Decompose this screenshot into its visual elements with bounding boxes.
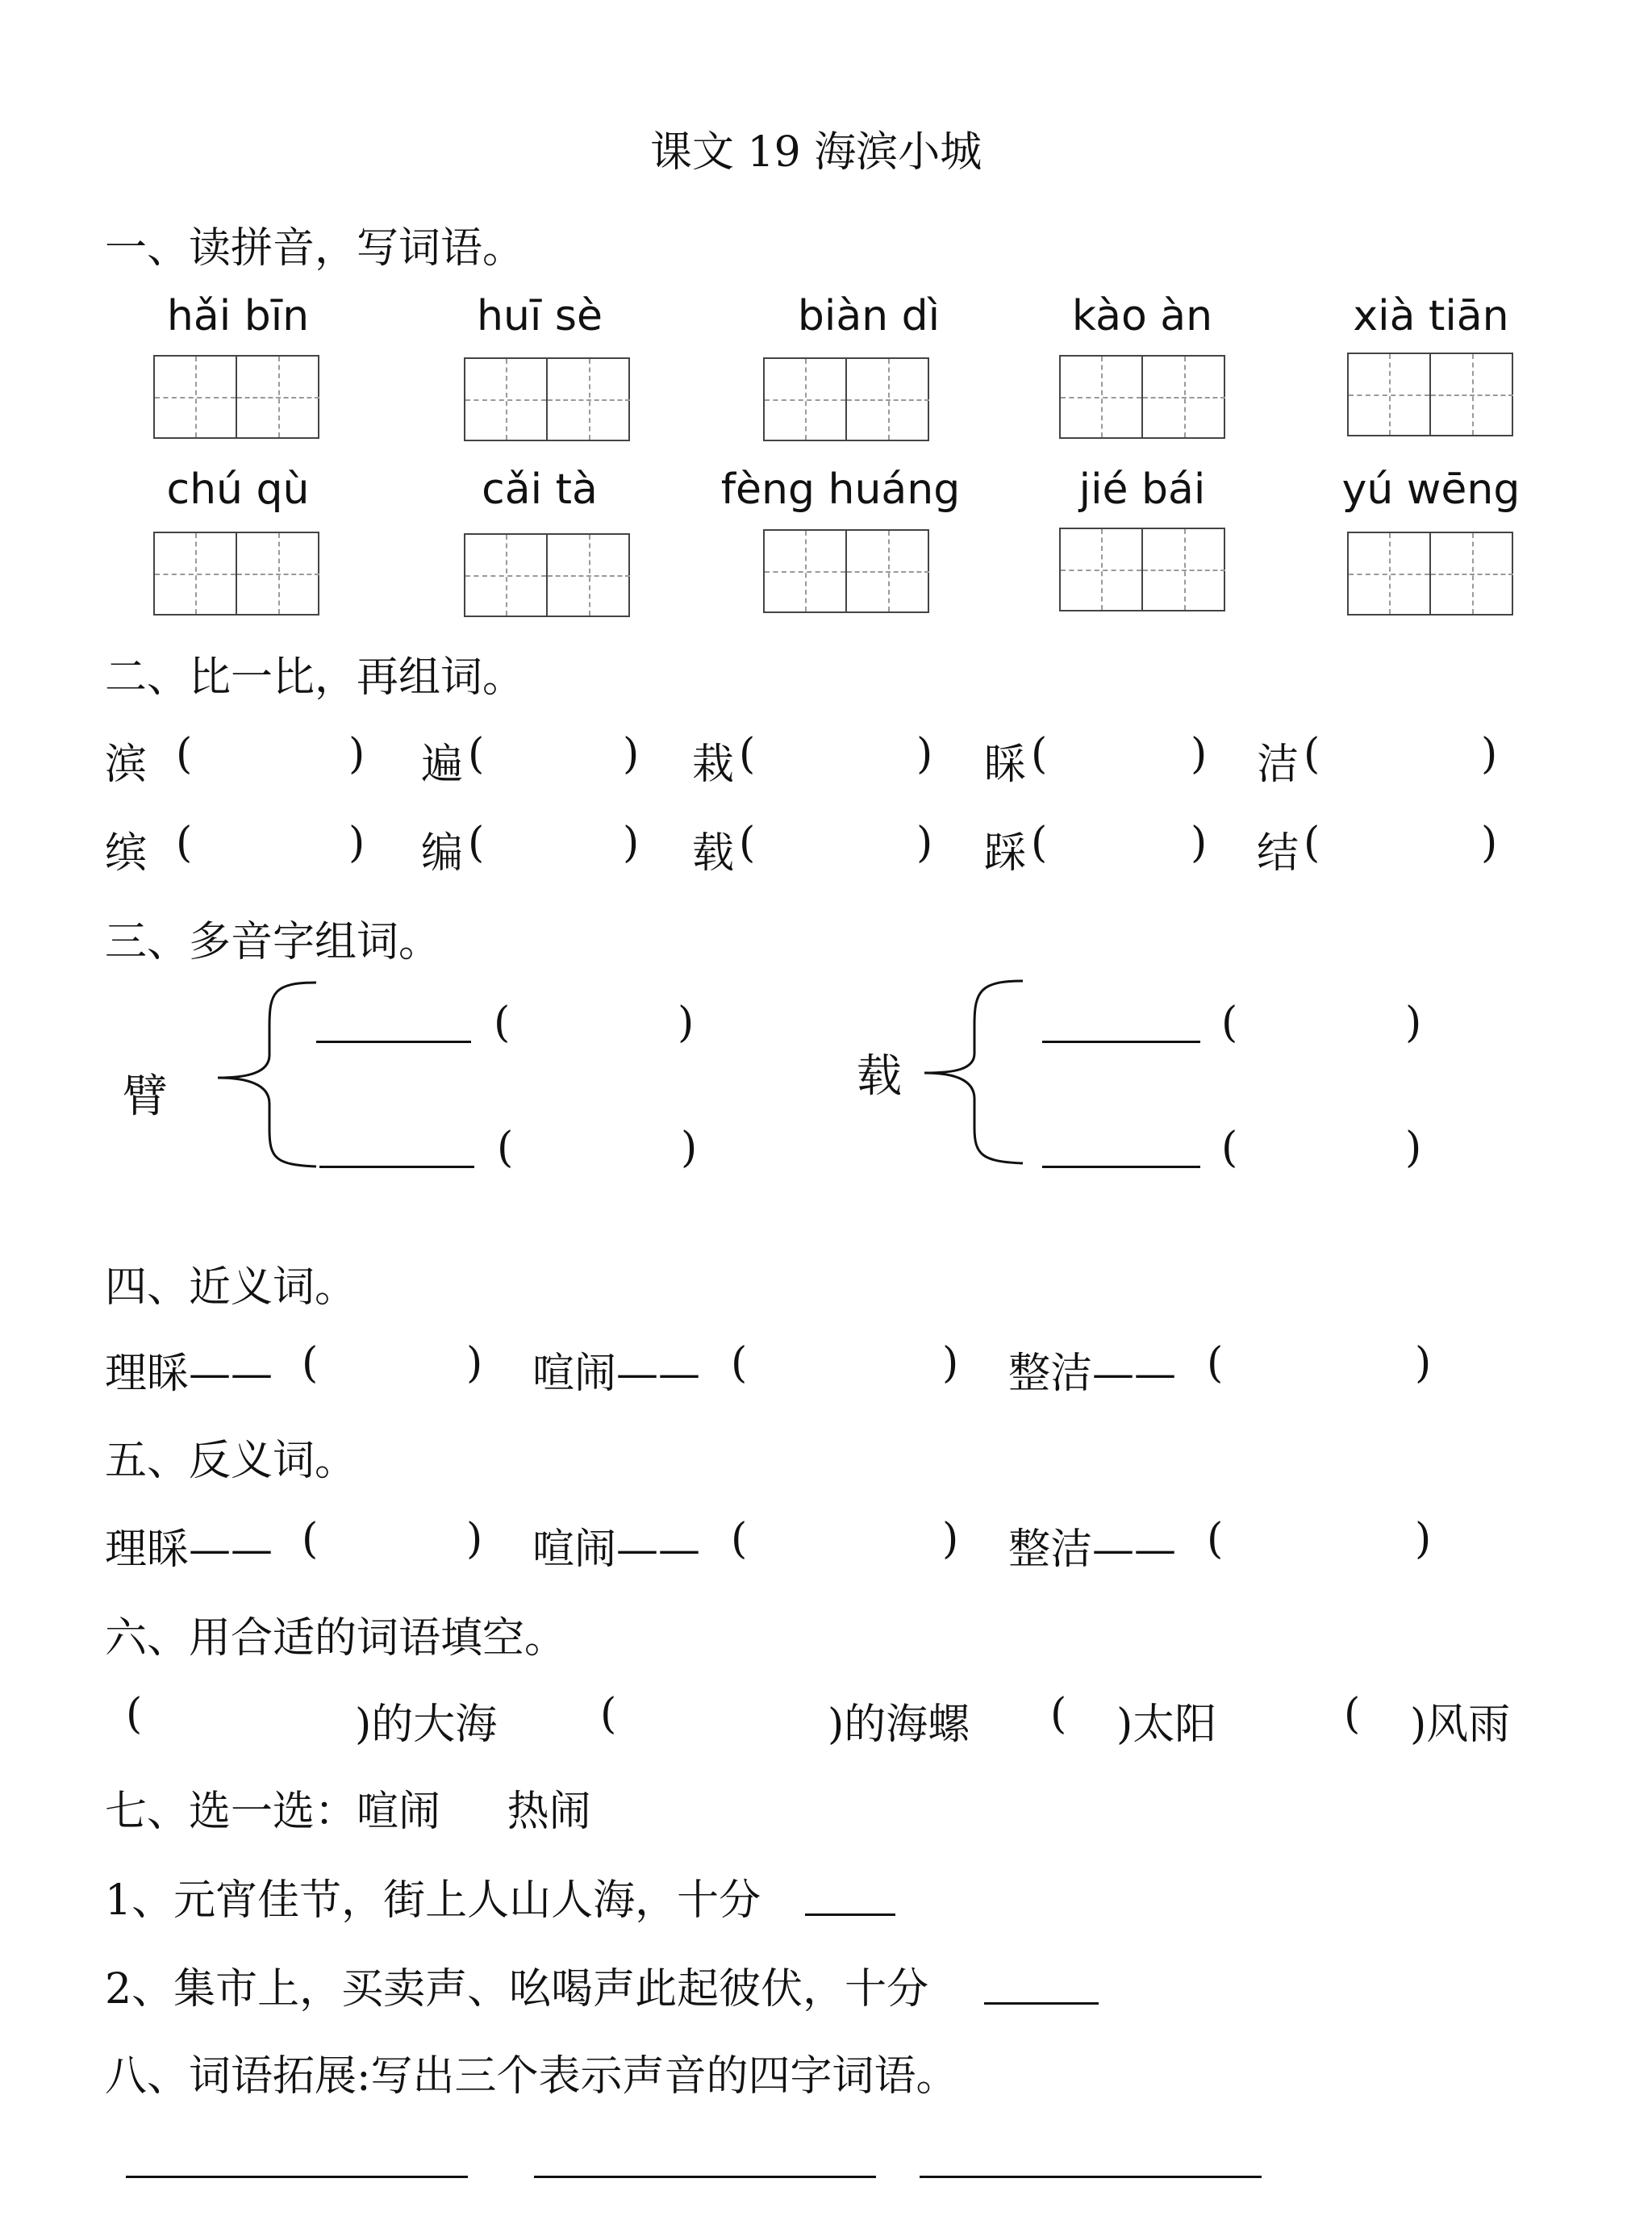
paren-open: ( bbox=[468, 730, 485, 778]
answer-line[interactable] bbox=[126, 2176, 468, 2178]
page-title: 课文 19 海滨小城 bbox=[650, 128, 982, 177]
paren-open: ( bbox=[1050, 1690, 1067, 1738]
paren-open: ( bbox=[1304, 730, 1320, 778]
paren-close: ) bbox=[623, 730, 640, 778]
blank-line[interactable] bbox=[319, 1166, 474, 1168]
paren-close: ) bbox=[466, 1515, 483, 1563]
paren-close: ) bbox=[942, 1515, 959, 1563]
fill-item: )风雨 bbox=[1410, 1701, 1511, 1749]
section-8-heading: 八、词语拓展:写出三个表示声音的四字词语。 bbox=[105, 2052, 958, 2101]
antonym-item: 喧闹—— bbox=[532, 1525, 701, 1574]
writing-box[interactable] bbox=[1059, 355, 1225, 439]
char: 遍 bbox=[421, 741, 464, 789]
pinyin-5: xià tiān bbox=[1353, 292, 1509, 340]
pinyin-1: hǎi bīn bbox=[166, 292, 310, 340]
paren-open: ( bbox=[1221, 999, 1238, 1047]
paren-close: ) bbox=[1191, 819, 1208, 867]
paren-open: ( bbox=[302, 1515, 319, 1563]
paren-open: ( bbox=[600, 1690, 617, 1738]
pinyin-8: fèng huáng bbox=[720, 465, 961, 514]
paren-open: ( bbox=[1031, 730, 1048, 778]
writing-box[interactable] bbox=[153, 355, 319, 439]
paren-open: ( bbox=[302, 1339, 319, 1388]
paren-open: ( bbox=[731, 1515, 748, 1563]
paren-close: ) bbox=[916, 819, 933, 867]
paren-close: ) bbox=[466, 1339, 483, 1388]
paren-close: ) bbox=[942, 1339, 959, 1388]
paren-open: ( bbox=[739, 730, 756, 778]
paren-open: ( bbox=[731, 1339, 748, 1388]
writing-box[interactable] bbox=[464, 533, 630, 617]
pinyin-7: cǎi tà bbox=[482, 465, 598, 514]
char: 缤 bbox=[105, 829, 148, 878]
section-5-heading: 五、反义词。 bbox=[105, 1437, 357, 1485]
paren-close: ) bbox=[678, 999, 695, 1047]
fill-item: )太阳 bbox=[1116, 1701, 1217, 1749]
char: 载 bbox=[692, 829, 735, 878]
paren-open: ( bbox=[1304, 819, 1320, 867]
writing-box[interactable] bbox=[1347, 353, 1513, 436]
paren-close: ) bbox=[1481, 819, 1498, 867]
answer-line[interactable] bbox=[920, 2176, 1262, 2178]
paren-close: ) bbox=[1405, 1124, 1422, 1172]
writing-box[interactable] bbox=[763, 357, 929, 441]
question-2: 2、集市上，买卖声、吆喝声此起彼伏，十分 bbox=[105, 1965, 929, 2014]
writing-box[interactable] bbox=[1059, 528, 1225, 611]
writing-box[interactable] bbox=[464, 357, 630, 441]
paren-close: ) bbox=[348, 730, 365, 778]
polyphone-char-2: 载 bbox=[857, 1050, 902, 1103]
paren-close: ) bbox=[623, 819, 640, 867]
paren-open: ( bbox=[1207, 1339, 1224, 1388]
char: 踩 bbox=[984, 829, 1027, 878]
char: 洁 bbox=[1257, 741, 1299, 789]
paren-close: ) bbox=[1415, 1339, 1432, 1388]
paren-open: ( bbox=[1031, 819, 1048, 867]
paren-close: ) bbox=[1191, 730, 1208, 778]
paren-open: ( bbox=[1221, 1124, 1238, 1172]
paren-open: ( bbox=[468, 819, 485, 867]
synonym-item: 喧闹—— bbox=[532, 1350, 701, 1398]
section-3-heading: 三、多音字组词。 bbox=[105, 918, 441, 966]
question-1: 1、元宵佳节，街上人山人海，十分 bbox=[105, 1876, 761, 1925]
writing-box[interactable] bbox=[763, 529, 929, 613]
paren-close: ) bbox=[348, 819, 365, 867]
pinyin-4: kào àn bbox=[1071, 292, 1213, 340]
synonym-item: 整洁—— bbox=[1008, 1350, 1177, 1398]
paren-close: ) bbox=[1481, 730, 1498, 778]
blank-line[interactable] bbox=[805, 1913, 895, 1916]
writing-box[interactable] bbox=[1347, 532, 1513, 616]
paren-close: ) bbox=[1415, 1515, 1432, 1563]
section-4-heading: 四、近义词。 bbox=[105, 1263, 357, 1312]
paren-open: ( bbox=[494, 999, 511, 1047]
section-2-heading: 二、比一比，再组词。 bbox=[105, 653, 525, 702]
blank-line[interactable] bbox=[316, 1041, 471, 1043]
fill-item: )的海螺 bbox=[828, 1701, 970, 1749]
writing-box[interactable] bbox=[153, 532, 319, 616]
paren-open: ( bbox=[1344, 1690, 1361, 1738]
char: 结 bbox=[1257, 829, 1299, 878]
paren-close: ) bbox=[681, 1124, 698, 1172]
antonym-item: 整洁—— bbox=[1008, 1525, 1177, 1574]
char: 编 bbox=[421, 829, 464, 878]
blank-line[interactable] bbox=[984, 2002, 1099, 2005]
paren-open: ( bbox=[739, 819, 756, 867]
section-1-heading: 一、读拼音，写词语。 bbox=[105, 224, 525, 273]
pinyin-9: jié bái bbox=[1078, 465, 1206, 514]
char: 栽 bbox=[692, 741, 735, 789]
char: 睬 bbox=[984, 741, 1027, 789]
paren-close: ) bbox=[916, 730, 933, 778]
paren-close: ) bbox=[1405, 999, 1422, 1047]
blank-line[interactable] bbox=[1042, 1041, 1200, 1043]
blank-line[interactable] bbox=[1042, 1166, 1200, 1168]
brace-icon bbox=[918, 976, 1031, 1170]
fill-item: )的大海 bbox=[355, 1701, 498, 1749]
pinyin-3: biàn dì bbox=[797, 292, 941, 340]
section-7-heading: 七、选一选：喧闹 热闹 bbox=[105, 1788, 591, 1836]
char: 滨 bbox=[105, 741, 148, 789]
antonym-item: 理睬—— bbox=[105, 1525, 273, 1574]
pinyin-2: huī sè bbox=[477, 292, 603, 340]
answer-line[interactable] bbox=[534, 2176, 876, 2178]
pinyin-6: chú qù bbox=[166, 465, 310, 514]
section-6-heading: 六、用合适的词语填空。 bbox=[105, 1614, 567, 1663]
paren-open: ( bbox=[497, 1124, 514, 1172]
paren-open: ( bbox=[1207, 1515, 1224, 1563]
paren-open: ( bbox=[176, 730, 193, 778]
paren-open: ( bbox=[176, 819, 193, 867]
polyphone-char-1: 臂 bbox=[123, 1070, 168, 1123]
pinyin-10: yú wēng bbox=[1341, 465, 1521, 514]
paren-open: ( bbox=[126, 1690, 143, 1738]
brace-icon bbox=[211, 978, 324, 1171]
synonym-item: 理睬—— bbox=[105, 1350, 273, 1398]
